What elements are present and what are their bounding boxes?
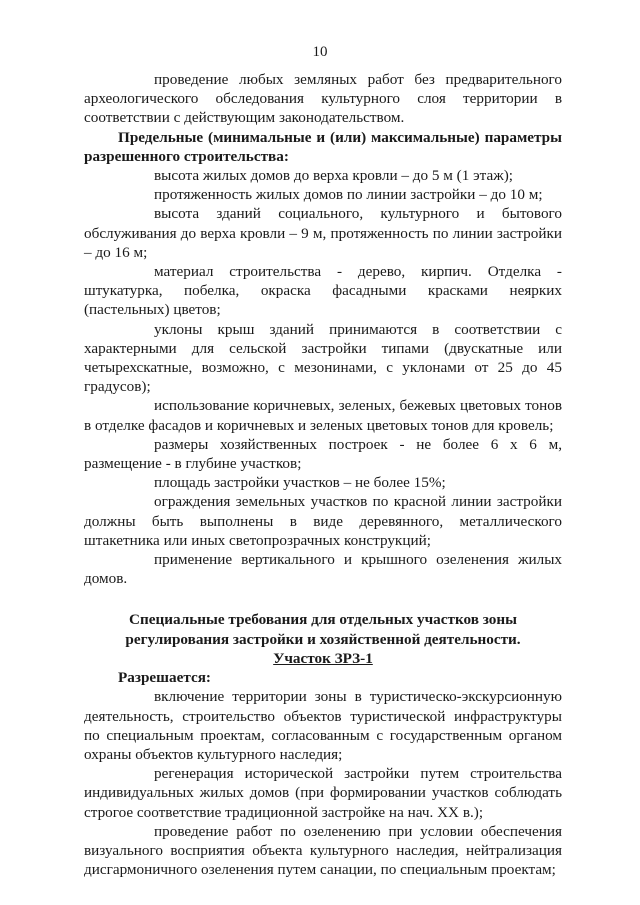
param-item: размеры хозяйственных построек - не более 6 х 6 м, размещение - в глубине участков; [84,435,562,473]
param-item: высота жилых домов до верха кровли – до 5 м (1 этаж); [154,167,513,185]
special-requirements-heading-line-2: регулирования застройки и хозяйственной деятельности. [125,630,521,648]
document-body [84,70,562,879]
param-item: материал строительства - дерево, кирпич. Отделка - штукатурка, побелка, окраска фасадными красками неярких (пастельных) цветов; [84,263,562,319]
param-item: использование коричневых, зеленых, бежевых цветовых тонов в отделке фасадов и коричневых и зеленых цветовых тонов для кровель; [84,397,562,434]
allowed-heading: Разрешается: [118,669,211,687]
allowed-item: проведение работ по озеленению при условии обеспечения визуального восприятия объекта культурного наследия, нейтрализация дисгармоничного озеленения путем санации, по специальным проектам; [84,822,562,879]
section-title [84,649,562,668]
page-number: 10 [312,44,328,60]
params-heading: Предельные (минимальные и (или) максимальные) параметры разрешенного строительства: [84,128,562,165]
special-requirements-heading-line-1: Специальные требования для отдельных участков зоны [129,611,517,629]
paragraph-excavation: проведение любых земляных работ без предварительного археологического обследования культурного слоя территории в соответствии с действующим законодательством. [84,71,562,127]
param-item: уклоны крыш зданий принимаются в соответствии с характерными для сельской застройки типами (двускатные или четырехскатные, возможно, с мезонинами, с уклонами от 25 до 45 градусов); [84,320,562,396]
param-item: площадь застройки участков – не более 15%; [154,474,446,492]
param-item: высота зданий социального, культурного и бытового обслуживания до верха кровли – 9 м, протяженность по линии застройки – до 16 м; [84,205,562,261]
section-gap [84,588,562,610]
section-title-text: Участок ЗРЗ-1 [273,649,373,667]
param-item: ограждения земельных участков по красной линии застройки должны быть выполнены в виде деревянного, металлического штакетника или иных светопрозрачных конструкций; [84,493,562,549]
param-item: применение вертикального и крышного озеленения жилых домов. [84,551,562,588]
param-item: протяженность жилых домов по линии застройки – до 10 м; [154,186,543,204]
allowed-item: включение территории зоны в туристическо-экскурсионную деятельность, строительство объектов туристической инфраструктуры по специальным проектам, согласованным с государственным органом охраны объектов культурного наследия; [84,688,562,763]
allowed-item: регенерация исторической застройки путем строительства индивидуальных жилых домов (при формировании участков соблюдать строгое соответствие традиционной застройке на нач. XX в.); [84,765,562,821]
